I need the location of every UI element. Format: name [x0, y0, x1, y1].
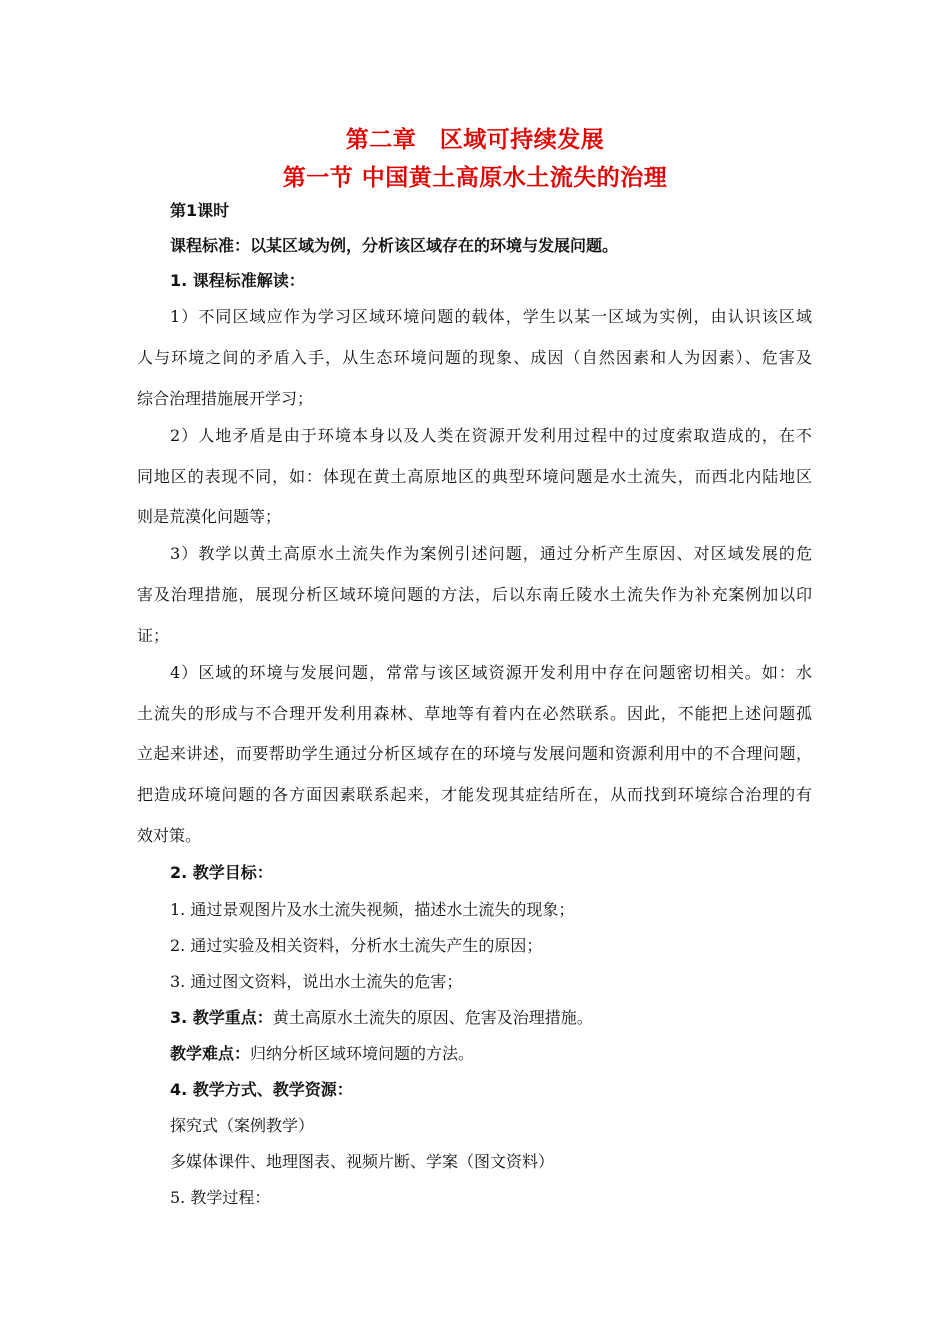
lesson-label: 第1课时 [170, 201, 230, 220]
paragraph-line: 2）人地矛盾是由于环境本身以及人类在资源开发利用过程中的过度索取造成的，在不 [170, 426, 812, 445]
section-title: 第一节 中国黄土高原水土流失的治理 [282, 165, 668, 191]
goal-item: 3. 通过图文资料，说出水土流失的危害； [170, 972, 463, 991]
paragraph-line: 则是荒漠化问题等； [137, 507, 282, 526]
paragraph-line: 证； [137, 626, 170, 645]
key-points-label: 3. 教学重点： [170, 1008, 273, 1027]
heading-methods-resources: 4. 教学方式、教学资源： [170, 1080, 353, 1099]
paragraph-line: 把造成环境问题的各方面因素联系起来，才能发现其症结所在，从而找到环境综合治理的有 [137, 785, 812, 804]
teaching-resources: 多媒体课件、地理图表、视频片断、学案（图文资料） [170, 1152, 555, 1171]
paragraph-line: 综合治理措施展开学习； [137, 389, 314, 408]
paragraph-line: 4）区域的环境与发展问题，常常与该区域资源开发利用中存在问题密切相关。如：水 [170, 663, 812, 682]
paragraph-line: 害及治理措施，展现分析区域环境问题的方法，后以东南丘陵水土流失作为补充案例加以印 [137, 585, 812, 604]
heading-teaching-process: 5. 教学过程： [170, 1188, 271, 1207]
key-points-text: 黄土高原水土流失的原因、危害及治理措施。 [272, 1008, 593, 1027]
goal-item: 2. 通过实验及相关资料，分析水土流失产生的原因； [170, 936, 543, 955]
paragraph-line: 立起来讲述，而要帮助学生通过分析区域存在的环境与发展问题和资源利用中的不合理问题， [137, 744, 812, 763]
paragraph-line: 1）不同区域应作为学习区域环境问题的载体，学生以某一区域为实例，由认识该区域 [170, 307, 812, 326]
difficulty-text: 归纳分析区域环境问题的方法。 [250, 1044, 475, 1063]
course-standard: 课程标准：以某区域为例，分析该区域存在的环境与发展问题。 [170, 236, 619, 255]
heading-standard-interpretation: 1. 课程标准解读： [170, 271, 305, 290]
key-points [170, 1007, 593, 1029]
heading-teaching-goals: 2. 教学目标： [170, 863, 273, 882]
goal-item: 1. 通过景观图片及水土流失视频，描述水土流失的现象； [170, 900, 575, 919]
difficulty-label: 教学难点： [170, 1044, 251, 1063]
difficulty [170, 1043, 474, 1065]
paragraph-line: 3）教学以黄土高原水土流失作为案例引述问题，通过分析产生原因、对区域发展的危 [170, 544, 812, 563]
paragraph-line: 同地区的表现不同，如：体现在黄土高原地区的典型环境问题是水土流失，而西北内陆地区 [137, 467, 812, 486]
paragraph-line: 土流失的形成与不合理开发利用森林、草地等有着内在必然联系。因此，不能把上述问题孤 [137, 704, 812, 723]
paragraph-line: 效对策。 [137, 826, 202, 845]
teaching-method: 探究式（案例教学） [170, 1116, 315, 1135]
paragraph-line: 人与环境之间的矛盾入手，从生态环境问题的现象、成因（自然因素和人为因素）、危害及 [137, 348, 812, 367]
chapter-title: 第二章 区域可持续发展 [345, 127, 605, 153]
